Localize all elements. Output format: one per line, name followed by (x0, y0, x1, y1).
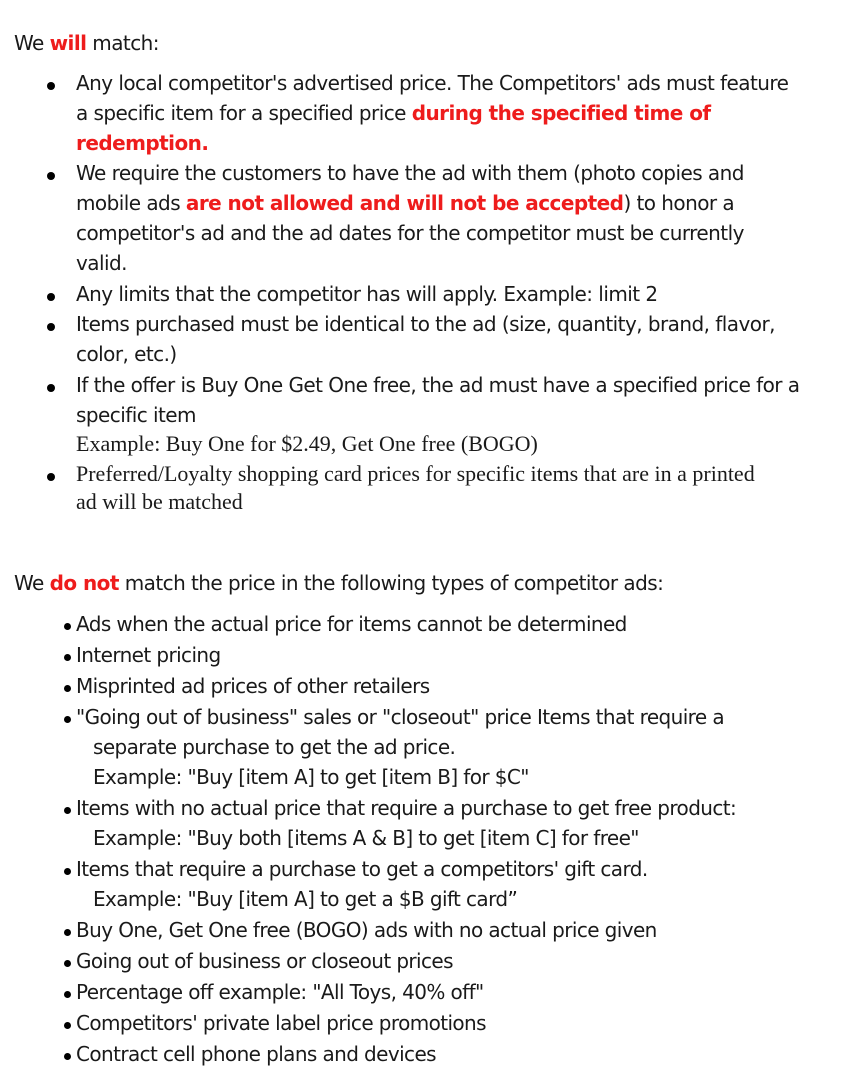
will-match-item-line: ad will be matched (76, 489, 243, 514)
bullet-icon (64, 807, 71, 814)
will-match-item-line: Any limits that the competitor has will apply. Example: limit 2 (76, 282, 658, 306)
emphasis-text: redemption. (76, 131, 209, 155)
do-not-match-item-line: Contract cell phone plans and devices (76, 1042, 436, 1066)
bullet-icon (64, 654, 71, 661)
will-match-item-line: competitor's ad and the ad dates for the competitor must be currently (76, 221, 744, 245)
do-not-match-item-line: Ads when the actual price for items cannot be determined (76, 612, 627, 636)
do-not-match-heading: We do not match the price in the following types of competitor ads: (14, 571, 664, 595)
bullet-icon (47, 82, 55, 90)
bullet-icon (64, 716, 71, 723)
will-match-item-line: Items purchased must be identical to the ad (size, quantity, brand, flavor, (76, 312, 775, 336)
will-match-item-line: Any local competitor's advertised price. The Competitors' ads must feature (76, 71, 789, 95)
will-match-item-line: specific item (76, 403, 196, 427)
bullet-icon (47, 293, 55, 301)
will-match-item-line: Example: Buy One for $2.49, Get One free (BOGO) (76, 431, 538, 456)
bullet-icon (64, 1022, 71, 1029)
will-match-item-line: valid. (76, 251, 127, 275)
do-not-match-item-line: Misprinted ad prices of other retailers (76, 674, 430, 698)
do-not-match-item-line: separate purchase to get the ad price. (93, 735, 456, 759)
do-not-match-item-line: Buy One, Get One free (BOGO) ads with no actual price given (76, 918, 657, 942)
will-match-heading: We will match: (14, 31, 159, 55)
will-match-item-line: mobile ads are not allowed and will not be accepted) to honor a (76, 191, 735, 215)
do-not-match-item-line: Going out of business or closeout prices (76, 949, 453, 973)
will-match-item-line: Preferred/Loyalty shopping card prices for specific items that are in a printed (76, 461, 755, 486)
will-match-item-line (76, 131, 208, 155)
do-not-match-item-line: Items with no actual price that require a purchase to get free product: (76, 796, 737, 820)
do-not-match-item-line: "Going out of business" sales or "closeout" price Items that require a (76, 705, 724, 729)
emphasis-text: are not allowed and will not be accepted (185, 191, 624, 215)
do-not-match-heading-emphasis: do not (49, 571, 119, 595)
bullet-icon (64, 623, 71, 630)
bullet-icon (47, 172, 55, 180)
bullet-icon (47, 323, 55, 331)
bullet-icon (64, 929, 71, 936)
will-match-heading-emphasis: will (49, 31, 87, 55)
bullet-icon (47, 473, 55, 481)
bullet-icon (64, 960, 71, 967)
will-match-item-line: color, etc.) (76, 342, 177, 366)
do-not-match-item-line: Competitors' private label price promotions (76, 1011, 486, 1035)
do-not-match-item-line: Internet pricing (76, 643, 221, 667)
do-not-match-item-line: Items that require a purchase to get a competitors' gift card. (76, 857, 648, 881)
do-not-match-item-line: Example: "Buy [item A] to get a $B gift card” (93, 887, 518, 911)
will-match-item-line: If the offer is Buy One Get One free, the ad must have a specified price for a (76, 373, 800, 397)
bullet-icon (47, 384, 55, 392)
bullet-icon (64, 868, 71, 875)
do-not-match-item-line: Percentage off example: "All Toys, 40% off" (76, 980, 484, 1004)
bullet-icon (64, 991, 71, 998)
do-not-match-item-line: Example: "Buy [item A] to get [item B] for $C" (93, 765, 529, 789)
bullet-icon (64, 1053, 71, 1060)
will-match-item-line: a specific item for a specified price during the specified time of (76, 101, 711, 125)
emphasis-text: during the specified time of (411, 101, 711, 125)
will-match-item-line: We require the customers to have the ad with them (photo copies and (76, 161, 744, 185)
do-not-match-item-line: Example: "Buy both [items A & B] to get [item C] for free" (93, 826, 639, 850)
bullet-icon (64, 685, 71, 692)
